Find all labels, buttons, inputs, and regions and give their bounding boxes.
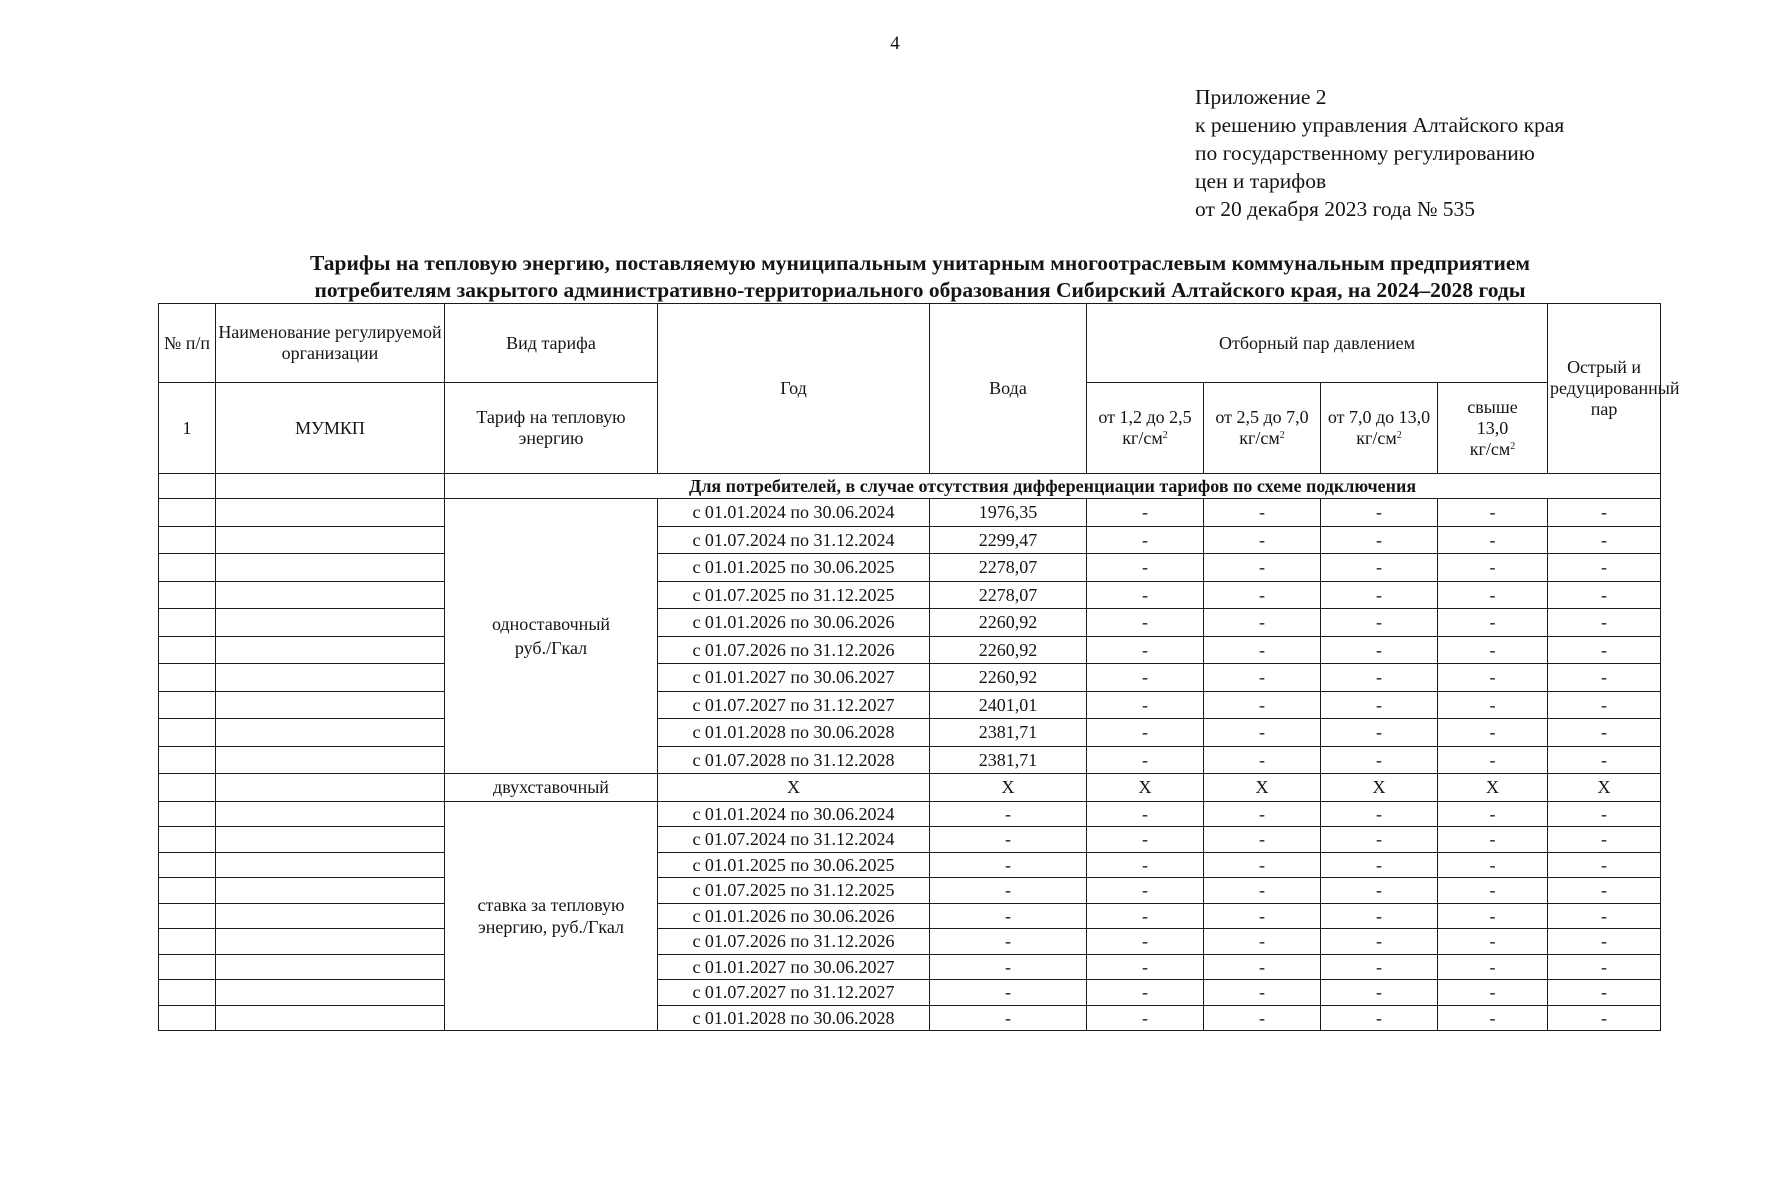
steam-value: - bbox=[1204, 609, 1321, 637]
steam-value: - bbox=[1438, 664, 1548, 692]
steam-value: - bbox=[1087, 499, 1204, 527]
blank-cell bbox=[216, 746, 445, 774]
blank-cell bbox=[216, 581, 445, 609]
steam-value: - bbox=[1321, 746, 1438, 774]
water-value: 2381,71 bbox=[930, 719, 1087, 747]
period-cell: с 01.01.2026 по 30.06.2026 bbox=[658, 609, 930, 637]
steam-value: - bbox=[1321, 691, 1438, 719]
table-row bbox=[159, 664, 1661, 692]
steam-value: - bbox=[1548, 980, 1661, 1006]
table-row bbox=[159, 719, 1661, 747]
steam-value: - bbox=[1321, 526, 1438, 554]
steam-value: - bbox=[1548, 903, 1661, 929]
steam-value: - bbox=[1321, 878, 1438, 904]
table-row bbox=[159, 980, 1661, 1006]
period-cell: с 01.01.2024 по 30.06.2024 bbox=[658, 499, 930, 527]
water-value: 2260,92 bbox=[930, 664, 1087, 692]
steam-value: - bbox=[1204, 554, 1321, 582]
not-applicable-mark: X bbox=[1548, 774, 1661, 802]
not-applicable-mark: X bbox=[1087, 774, 1204, 802]
not-applicable-mark: X bbox=[1321, 774, 1438, 802]
steam-value: - bbox=[1087, 526, 1204, 554]
not-applicable-mark: X bbox=[930, 774, 1087, 802]
table-row bbox=[159, 954, 1661, 980]
steam-value: - bbox=[1087, 636, 1204, 664]
blank-cell bbox=[159, 581, 216, 609]
steam-value: - bbox=[1548, 499, 1661, 527]
table-row bbox=[159, 1005, 1661, 1031]
blank-cell bbox=[216, 636, 445, 664]
steam-value: - bbox=[1548, 636, 1661, 664]
steam-value: - bbox=[1204, 878, 1321, 904]
steam-value: - bbox=[1548, 852, 1661, 878]
period-cell: с 01.07.2027 по 31.12.2027 bbox=[658, 691, 930, 719]
steam-value: - bbox=[1548, 581, 1661, 609]
steam-value: - bbox=[1087, 801, 1204, 827]
steam-value: - bbox=[1087, 929, 1204, 955]
water-value: - bbox=[930, 878, 1087, 904]
steam-value: - bbox=[1548, 801, 1661, 827]
period-cell: с 01.01.2027 по 30.06.2027 bbox=[658, 664, 930, 692]
water-value: 2278,07 bbox=[930, 581, 1087, 609]
steam-value: - bbox=[1438, 801, 1548, 827]
blank-cell bbox=[216, 878, 445, 904]
table-row bbox=[159, 636, 1661, 664]
blank-cell bbox=[159, 499, 216, 527]
steam-value: - bbox=[1321, 581, 1438, 609]
water-value: 2278,07 bbox=[930, 554, 1087, 582]
two-rate-label: двухставочный bbox=[445, 774, 658, 802]
table-row bbox=[159, 691, 1661, 719]
steam-value: - bbox=[1438, 827, 1548, 853]
blank-cell bbox=[216, 954, 445, 980]
steam-value: - bbox=[1548, 554, 1661, 582]
steam-value: - bbox=[1321, 636, 1438, 664]
blank-cell bbox=[216, 474, 445, 499]
steam-value: - bbox=[1438, 929, 1548, 955]
steam-value: - bbox=[1087, 903, 1204, 929]
steam-value: - bbox=[1204, 636, 1321, 664]
blank-cell bbox=[159, 878, 216, 904]
blank-cell bbox=[216, 664, 445, 692]
water-value: - bbox=[930, 801, 1087, 827]
steam-value: - bbox=[1548, 526, 1661, 554]
water-value: - bbox=[930, 954, 1087, 980]
steam-value: - bbox=[1548, 664, 1661, 692]
blank-cell bbox=[159, 526, 216, 554]
blank-cell bbox=[159, 1005, 216, 1031]
steam-value: - bbox=[1204, 746, 1321, 774]
steam-value: - bbox=[1204, 1005, 1321, 1031]
steam-value: - bbox=[1548, 954, 1661, 980]
document-title-line: Тарифы на тепловую энергию, поставляемую муниципальным унитарным многоотраслевым коммунальным предприятием bbox=[309, 251, 1531, 275]
steam-value: - bbox=[1548, 929, 1661, 955]
section-heading: Для потребителей, в случае отсутствия дифференциации тарифов по схеме подключения bbox=[445, 474, 1661, 499]
steam-value: - bbox=[1204, 581, 1321, 609]
steam-value: - bbox=[1548, 609, 1661, 637]
tariff-table bbox=[158, 303, 1680, 1031]
steam-value: - bbox=[1204, 903, 1321, 929]
water-value: - bbox=[930, 1005, 1087, 1031]
steam-value: - bbox=[1087, 954, 1204, 980]
steam-value: - bbox=[1438, 636, 1548, 664]
period-cell: с 01.01.2024 по 30.06.2024 bbox=[658, 801, 930, 827]
steam-value: - bbox=[1321, 980, 1438, 1006]
steam-value: - bbox=[1438, 526, 1548, 554]
water-value: 2381,71 bbox=[930, 746, 1087, 774]
blank-cell bbox=[216, 719, 445, 747]
steam-value: - bbox=[1438, 581, 1548, 609]
water-value: - bbox=[930, 827, 1087, 853]
water-value: 2299,47 bbox=[930, 526, 1087, 554]
header-sharp-steam: Острый и редуцированный пар bbox=[1548, 304, 1661, 474]
steam-value: - bbox=[1438, 852, 1548, 878]
steam-value: - bbox=[1204, 929, 1321, 955]
water-value: - bbox=[930, 852, 1087, 878]
header-water: Вода bbox=[930, 304, 1087, 474]
header-num: № п/п bbox=[159, 304, 216, 383]
steam-value: - bbox=[1321, 929, 1438, 955]
blank-cell bbox=[216, 1005, 445, 1031]
blank-cell bbox=[216, 852, 445, 878]
steam-value: - bbox=[1204, 526, 1321, 554]
table-row bbox=[159, 581, 1661, 609]
water-value: 1976,35 bbox=[930, 499, 1087, 527]
period-cell: с 01.07.2025 по 31.12.2025 bbox=[658, 581, 930, 609]
table-row bbox=[159, 852, 1661, 878]
period-cell: с 01.01.2025 по 30.06.2025 bbox=[658, 554, 930, 582]
header-steam-group: Отборный пар давлением bbox=[1087, 304, 1548, 383]
blank-cell bbox=[216, 609, 445, 637]
steam-value: - bbox=[1548, 1005, 1661, 1031]
blank-cell bbox=[159, 774, 216, 802]
steam-value: - bbox=[1438, 746, 1548, 774]
header-year: Год bbox=[658, 304, 930, 474]
blank-cell bbox=[159, 474, 216, 499]
steam-value: - bbox=[1321, 1005, 1438, 1031]
table-row bbox=[159, 929, 1661, 955]
blank-cell bbox=[159, 827, 216, 853]
blank-cell bbox=[159, 954, 216, 980]
steam-value: - bbox=[1204, 691, 1321, 719]
steam-value: - bbox=[1087, 1005, 1204, 1031]
steam-value: - bbox=[1321, 554, 1438, 582]
table-row bbox=[159, 746, 1661, 774]
org-row-num: 1 bbox=[159, 383, 216, 474]
blank-cell bbox=[216, 691, 445, 719]
period-cell: с 01.07.2027 по 31.12.2027 bbox=[658, 980, 930, 1006]
steam-value: - bbox=[1087, 746, 1204, 774]
period-cell: с 01.01.2025 по 30.06.2025 bbox=[658, 852, 930, 878]
blank-cell bbox=[159, 554, 216, 582]
blank-cell bbox=[216, 903, 445, 929]
blank-cell bbox=[159, 746, 216, 774]
blank-cell bbox=[216, 526, 445, 554]
period-cell: с 01.07.2024 по 31.12.2024 bbox=[658, 526, 930, 554]
steam-value: - bbox=[1321, 852, 1438, 878]
table-row bbox=[159, 801, 1661, 827]
steam-value: - bbox=[1087, 719, 1204, 747]
water-value: - bbox=[930, 980, 1087, 1006]
steam-value: - bbox=[1438, 691, 1548, 719]
steam-value: - bbox=[1438, 903, 1548, 929]
blank-cell bbox=[159, 609, 216, 637]
header-tariff-type: Вид тарифа bbox=[445, 304, 658, 383]
document-title-line: потребителям закрытого административно-территориального образования Сибирский Алтайского края, на 2024–2028 годы bbox=[314, 278, 1526, 302]
steam-value: - bbox=[1087, 581, 1204, 609]
period-cell: с 01.07.2026 по 31.12.2026 bbox=[658, 636, 930, 664]
steam-value: - bbox=[1087, 664, 1204, 692]
steam-value: - bbox=[1548, 827, 1661, 853]
steam-value: - bbox=[1438, 954, 1548, 980]
period-cell: с 01.07.2025 по 31.12.2025 bbox=[658, 878, 930, 904]
blank-cell bbox=[216, 499, 445, 527]
header-organization: Наименование регулируемой организации bbox=[216, 304, 445, 383]
appendix-header bbox=[1195, 83, 1564, 223]
single-rate-label: одноставочный руб./Гкал bbox=[445, 499, 658, 774]
not-applicable-mark: X bbox=[658, 774, 930, 802]
period-cell: с 01.01.2028 по 30.06.2028 bbox=[658, 719, 930, 747]
steam-value: - bbox=[1321, 801, 1438, 827]
blank-cell bbox=[159, 929, 216, 955]
appendix-line: от 20 декабря 2023 года № 535 bbox=[1195, 197, 1475, 221]
blank-cell bbox=[159, 903, 216, 929]
steam-value: - bbox=[1548, 746, 1661, 774]
steam-value: - bbox=[1087, 691, 1204, 719]
appendix-line: цен и тарифов bbox=[1195, 169, 1327, 193]
steam-value: - bbox=[1204, 954, 1321, 980]
blank-cell bbox=[216, 980, 445, 1006]
header-steam-1: от 1,2 до 2,5 $кг/см^2$ bbox=[1087, 383, 1204, 474]
steam-value: - bbox=[1321, 609, 1438, 637]
blank-cell bbox=[159, 719, 216, 747]
appendix-line: к решению управления Алтайского края bbox=[1195, 113, 1565, 137]
water-value: - bbox=[930, 929, 1087, 955]
table-row bbox=[159, 499, 1661, 527]
steam-value: - bbox=[1087, 980, 1204, 1006]
table-row bbox=[159, 774, 1661, 802]
steam-value: - bbox=[1548, 878, 1661, 904]
steam-value: - bbox=[1204, 827, 1321, 853]
steam-value: - bbox=[1204, 980, 1321, 1006]
period-cell: с 01.07.2028 по 31.12.2028 bbox=[658, 746, 930, 774]
steam-value: - bbox=[1087, 554, 1204, 582]
steam-value: - bbox=[1321, 499, 1438, 527]
water-value: 2260,92 bbox=[930, 636, 1087, 664]
water-value: 2401,01 bbox=[930, 691, 1087, 719]
appendix-line: Приложение 2 bbox=[1195, 85, 1327, 109]
table-row bbox=[159, 878, 1661, 904]
steam-value: - bbox=[1438, 609, 1548, 637]
water-value: 2260,92 bbox=[930, 609, 1087, 637]
table-row bbox=[159, 554, 1661, 582]
org-row-tariff: Тариф на тепловую энергию bbox=[445, 383, 658, 474]
header-steam-2: от 2,5 до 7,0 $кг/см^2$ bbox=[1204, 383, 1321, 474]
steam-value: - bbox=[1204, 499, 1321, 527]
steam-value: - bbox=[1321, 827, 1438, 853]
period-cell: с 01.07.2026 по 31.12.2026 bbox=[658, 929, 930, 955]
steam-value: - bbox=[1438, 878, 1548, 904]
steam-value: - bbox=[1438, 980, 1548, 1006]
not-applicable-mark: X bbox=[1204, 774, 1321, 802]
table-row bbox=[159, 526, 1661, 554]
blank-cell bbox=[159, 691, 216, 719]
blank-cell bbox=[159, 664, 216, 692]
steam-value: - bbox=[1204, 719, 1321, 747]
steam-value: - bbox=[1321, 664, 1438, 692]
steam-value: - bbox=[1438, 1005, 1548, 1031]
steam-value: - bbox=[1321, 719, 1438, 747]
appendix-line: по государственному регулированию bbox=[1195, 141, 1535, 165]
water-value: - bbox=[930, 903, 1087, 929]
table-row bbox=[159, 827, 1661, 853]
steam-value: - bbox=[1087, 878, 1204, 904]
steam-value: - bbox=[1438, 554, 1548, 582]
period-cell: с 01.01.2027 по 30.06.2027 bbox=[658, 954, 930, 980]
steam-value: - bbox=[1204, 664, 1321, 692]
org-row-name: МУМКП bbox=[216, 383, 445, 474]
steam-value: - bbox=[1204, 801, 1321, 827]
period-cell: с 01.01.2028 по 30.06.2028 bbox=[658, 1005, 930, 1031]
not-applicable-mark: X bbox=[1438, 774, 1548, 802]
header-steam-3: от 7,0 до 13,0 $кг/см^2$ bbox=[1321, 383, 1438, 474]
header-steam-4: свыше 13,0 $кг/см^2$ bbox=[1438, 383, 1548, 474]
blank-cell bbox=[216, 929, 445, 955]
steam-value: - bbox=[1548, 691, 1661, 719]
blank-cell bbox=[216, 827, 445, 853]
steam-value: - bbox=[1321, 903, 1438, 929]
page-number: 4 bbox=[890, 33, 900, 54]
blank-cell bbox=[216, 774, 445, 802]
blank-cell bbox=[159, 636, 216, 664]
steam-value: - bbox=[1204, 852, 1321, 878]
steam-value: - bbox=[1087, 852, 1204, 878]
steam-value: - bbox=[1087, 609, 1204, 637]
steam-value: - bbox=[1087, 827, 1204, 853]
blank-cell bbox=[159, 852, 216, 878]
period-cell: с 01.01.2026 по 30.06.2026 bbox=[658, 903, 930, 929]
steam-value: - bbox=[1438, 719, 1548, 747]
table-row bbox=[159, 609, 1661, 637]
period-cell: с 01.07.2024 по 31.12.2024 bbox=[658, 827, 930, 853]
table-row bbox=[159, 903, 1661, 929]
document-title bbox=[200, 250, 1640, 304]
blank-cell bbox=[159, 801, 216, 827]
steam-value: - bbox=[1321, 954, 1438, 980]
steam-value: - bbox=[1548, 719, 1661, 747]
blank-cell bbox=[159, 980, 216, 1006]
energy-rate-label: ставка за тепловую энергию, руб./Гкал bbox=[445, 801, 658, 1031]
steam-value: - bbox=[1438, 499, 1548, 527]
blank-cell bbox=[216, 554, 445, 582]
blank-cell bbox=[216, 801, 445, 827]
